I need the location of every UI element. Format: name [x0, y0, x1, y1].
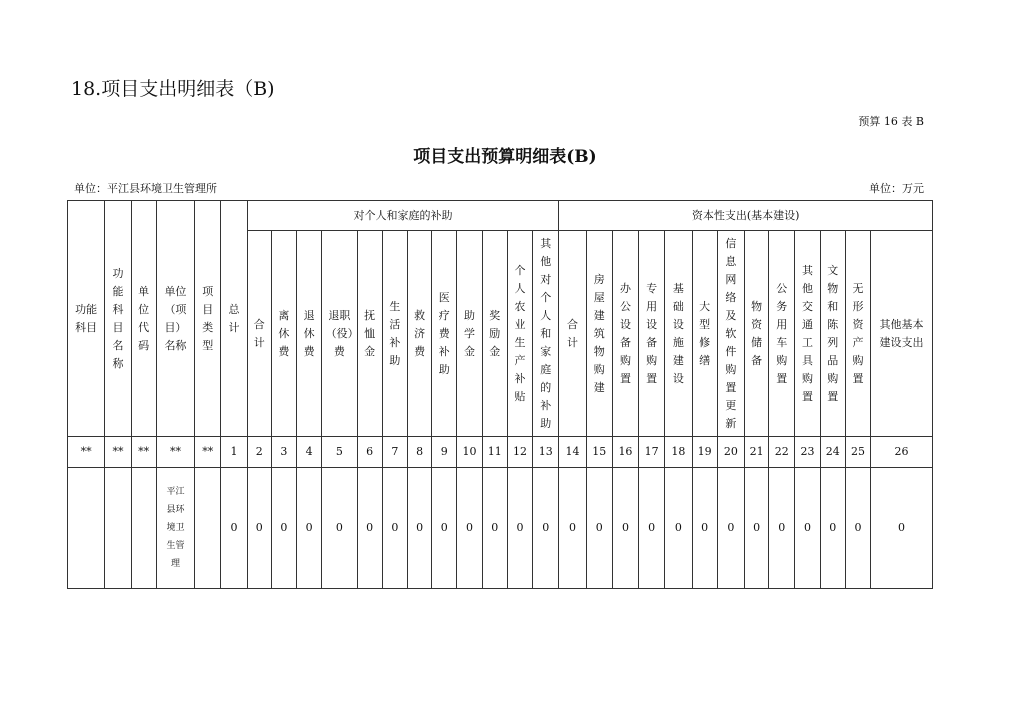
- header-reward: 奖励金: [482, 231, 507, 437]
- group-personal-subsidy: 对个人和家庭的补助: [247, 201, 559, 231]
- header-infra: 基础设施建设: [665, 231, 692, 437]
- section-heading: 18.项目支出明细表（B): [71, 78, 275, 100]
- data-cell: 0: [357, 468, 382, 589]
- unit-name-label: 单位：平江县环境卫生管理所: [74, 182, 217, 195]
- header-func: 功能科目: [68, 201, 105, 437]
- data-func-name: [105, 468, 131, 589]
- number-cell: 1: [221, 437, 247, 468]
- header-func-name: 功能科目名称: [105, 201, 131, 437]
- data-cell: 0: [247, 468, 271, 589]
- number-cell: 10: [457, 437, 482, 468]
- number-cell: 26: [871, 437, 933, 468]
- data-cell: 0: [221, 468, 247, 589]
- number-cell: 23: [795, 437, 820, 468]
- table-title: 项目支出预算明细表(B): [413, 147, 597, 167]
- number-cell: **: [68, 437, 105, 468]
- header-repair: 大型修缮: [692, 231, 717, 437]
- data-unit-code: [131, 468, 156, 589]
- header-other-personal: 其他对个人和家庭的补助: [533, 231, 559, 437]
- group-capital-expenditure: 资本性支出(基本建设): [559, 201, 933, 231]
- data-cell: 0: [639, 468, 665, 589]
- number-cell: 6: [357, 437, 382, 468]
- data-cell: 0: [665, 468, 692, 589]
- number-cell: **: [156, 437, 194, 468]
- number-cell: 21: [744, 437, 768, 468]
- number-cell: 13: [533, 437, 559, 468]
- data-cell: 0: [382, 468, 407, 589]
- number-cell: 15: [586, 437, 612, 468]
- header-house: 房屋建筑物购建: [586, 231, 612, 437]
- number-cell: 14: [559, 437, 586, 468]
- number-cell: 2: [247, 437, 271, 468]
- data-cell: 0: [744, 468, 768, 589]
- number-cell: 17: [639, 437, 665, 468]
- header-intangible: 无形资产购置: [845, 231, 870, 437]
- data-func: [68, 468, 105, 589]
- number-cell: 7: [382, 437, 407, 468]
- number-cell: 12: [507, 437, 532, 468]
- data-cell: 0: [559, 468, 586, 589]
- number-cell: **: [195, 437, 221, 468]
- number-cell: 18: [665, 437, 692, 468]
- table-code: 预算 16 表 B: [858, 115, 924, 128]
- header-living: 生活补助: [382, 231, 407, 437]
- header-it: 信息网络及软件购置更新: [717, 231, 744, 437]
- data-cell: 0: [769, 468, 795, 589]
- column-number-row: [68, 437, 933, 468]
- data-project-type: [195, 468, 221, 589]
- data-cell: 0: [507, 468, 532, 589]
- group-header-row: [68, 201, 933, 231]
- number-cell: 11: [482, 437, 507, 468]
- header-retire2: 退休费: [297, 231, 322, 437]
- header-medical: 医疗费补助: [432, 231, 457, 437]
- expenditure-table: [67, 200, 933, 589]
- number-cell: 4: [297, 437, 322, 468]
- header-personal-total: 合计: [247, 231, 271, 437]
- header-unit-code: 单位代码: [131, 201, 156, 437]
- table-row: [68, 468, 933, 589]
- data-cell: 0: [322, 468, 357, 589]
- number-cell: 3: [271, 437, 296, 468]
- number-cell: 8: [407, 437, 431, 468]
- data-unit-name: 平江县环境卫生管理: [156, 468, 194, 589]
- header-pension: 抚恤金: [357, 231, 382, 437]
- data-cell: 0: [533, 468, 559, 589]
- header-other-build: 其他基本建设支出: [871, 231, 933, 437]
- data-cell: 0: [795, 468, 820, 589]
- header-total: 总计: [221, 201, 247, 437]
- header-special: 专用设备购置: [639, 231, 665, 437]
- currency-unit-label: 单位：万元: [869, 182, 924, 195]
- header-retire: 离休费: [271, 231, 296, 437]
- data-cell: 0: [407, 468, 431, 589]
- header-project-type: 项目类型: [195, 201, 221, 437]
- number-cell: **: [131, 437, 156, 468]
- data-cell: 0: [482, 468, 507, 589]
- header-reserve: 物资储备: [744, 231, 768, 437]
- data-cell: 0: [820, 468, 845, 589]
- header-car: 公务用车购置: [769, 231, 795, 437]
- data-cell: 0: [612, 468, 638, 589]
- header-culture: 文物和陈列品购置: [820, 231, 845, 437]
- header-unit-name: 单位（项目）名称: [156, 201, 194, 437]
- number-cell: 22: [769, 437, 795, 468]
- data-cell: 0: [845, 468, 870, 589]
- header-transport: 其他交通工具购置: [795, 231, 820, 437]
- number-cell: 19: [692, 437, 717, 468]
- number-cell: **: [105, 437, 131, 468]
- number-cell: 9: [432, 437, 457, 468]
- header-farm: 个人农业生产补贴: [507, 231, 532, 437]
- data-cell: 0: [457, 468, 482, 589]
- number-cell: 24: [820, 437, 845, 468]
- header-office: 办公设备购置: [612, 231, 638, 437]
- number-cell: 25: [845, 437, 870, 468]
- header-relief: 救济费: [407, 231, 431, 437]
- header-capital-total: 合计: [559, 231, 586, 437]
- number-cell: 16: [612, 437, 638, 468]
- data-cell: 0: [297, 468, 322, 589]
- data-cell: 0: [271, 468, 296, 589]
- data-cell: 0: [586, 468, 612, 589]
- data-cell: 0: [717, 468, 744, 589]
- header-student: 助学金: [457, 231, 482, 437]
- data-cell: 0: [432, 468, 457, 589]
- header-resign: 退职（役）费: [322, 231, 357, 437]
- number-cell: 5: [322, 437, 357, 468]
- number-cell: 20: [717, 437, 744, 468]
- data-cell: 0: [692, 468, 717, 589]
- data-cell: 0: [871, 468, 933, 589]
